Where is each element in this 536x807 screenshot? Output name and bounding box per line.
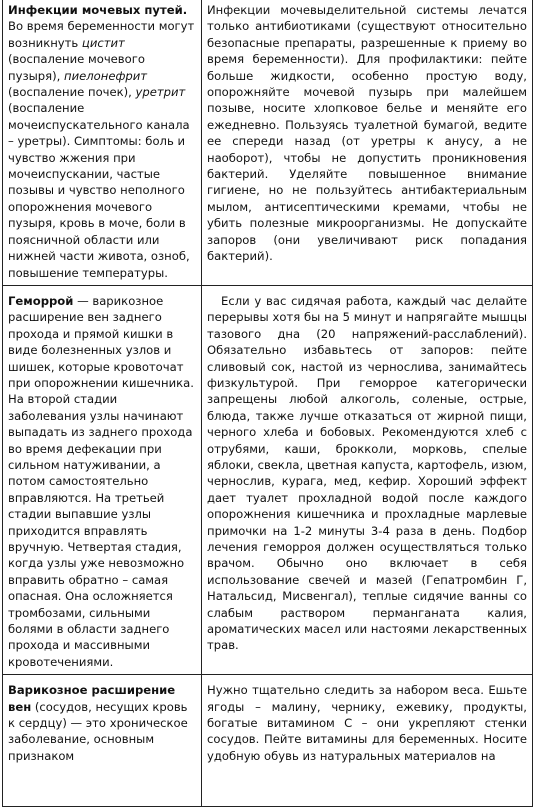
condition-description: Геморрой — варикозное расширение вен заднего прохода и прямой кишки в виде болезненных узлов и шишек, которые кровоточат при опорожнении кишечника. На второй стадии заболевания узлы начинают выпадать из заднего прохода во время дефекации при сильном натуживании, а потом самостоятельно вправляются. На третьей стадии выпавшие узлы приходится вправлять вручную. Четвертая стадия, когда узлы уже невозможно вправить обратно – самая опасная. Она осложняется тромбозами, сильными болями в области заднего прохода и массивными кровотечениями. — [8, 293, 194, 669]
advice-text: Нужно тщательно следить за набором веса. Ешьте ягоды – малину, чернику, ежевику, продукты, богатые витамином С – они укрепляют стенки сосудов. Пейте витамины для беременных. Носите удобную обувь из натуральных материалов на — [207, 683, 527, 763]
pregnancy-conditions-table — [2, 0, 533, 807]
condition-term: Геморрой — [8, 293, 74, 308]
advice-text: Инфекции мочевыделительной системы лечатся только антибиотиками (существуют относительно безопасные препараты, разрешенные к приему во время беременности). Для профилактики: пейте больше жидкости, особенно простую воду, опорожняйте мочевой пузырь при малейшем позыве, носите хлопковое белье и меняйте его ежедневно. Пользуясь туалетной бумагой, ведите ее спереди назад (от уретры к анусу, а не наоборот), чтобы не допустить проникновения бактерий. Уделяйте повышенное внимание гигиене, но не пользуйтесь антибактериальным мылом, антисептическими кремами, чтобы не убить полезные микроорганизмы. Не допускайте запоров (они увеличивают риск попадания бактерий). — [207, 3, 527, 264]
condition-term: Инфекции мочевых путей. — [8, 3, 188, 17]
advice-cell — [202, 675, 533, 807]
table-row — [3, 675, 533, 807]
condition-description: Варикозное расширение вен (сосудов, несущих кровь к сердцу) — это хроническое заболевание, основным признаком — [8, 683, 188, 763]
advice-text: Если у вас сидячая работа, каждый час делайте перерывы хотя бы на 5 минут и напрягайте мышцы тазового дна (20 напряжений-расслаблений). Обязательно избавьтесь от запоров: пейте сливовый сок, настой из чернослива, занимайтесь физкультурой. При геморрое категорически запрещены любой алкоголь, соленые, острые, блюда, также лучше отказаться от жирной пищи, черного хлеба и бобовых. Рекомендуются хлеб с отрубями, каши, брокколи, морковь, спелые яблоки, свекла, цветная капуста, картофель, изюм, чернослив, курага, мед, кефир. Хороший эффект дает туалет прохладной водой после каждого опорожнения кишечника и прохладные марлевые примочки на 1-2 минуты 3-4 раза в день. Подбор лечения геморроя должен осуществляться только врачом. Обычно оно включает в себя использование свечей и мазей (Гепатромбин Г, Натальсид, Мисвенгал), теплые сидячие ванны со слабым раствором перманганата калия, ароматических масел или настоями лекарственных трав. — [207, 293, 527, 653]
table-row — [3, 285, 533, 674]
condition-cell — [3, 0, 202, 285]
condition-cell — [3, 675, 202, 807]
condition-description: Инфекции мочевых путей. Во время беременности могут возникнуть цистит (воспаление мочевого пузыря), пиелонефрит (воспаление почек), уретрит (воспаление мочеиспускательного канала – уретры). Симптомы: боль и чувство жжения при мочеиспускании, частые позывы и чувство неполного опорожнения мочевого пузыря, кровь в моче, боли в поясничной области или нижней части живота, озноб, повышение температуры. — [8, 3, 195, 280]
condition-term: Варикозное расширение вен — [8, 683, 176, 714]
advice-cell — [202, 0, 533, 285]
advice-cell — [202, 285, 533, 674]
condition-cell — [3, 285, 202, 674]
table-row — [3, 0, 533, 285]
